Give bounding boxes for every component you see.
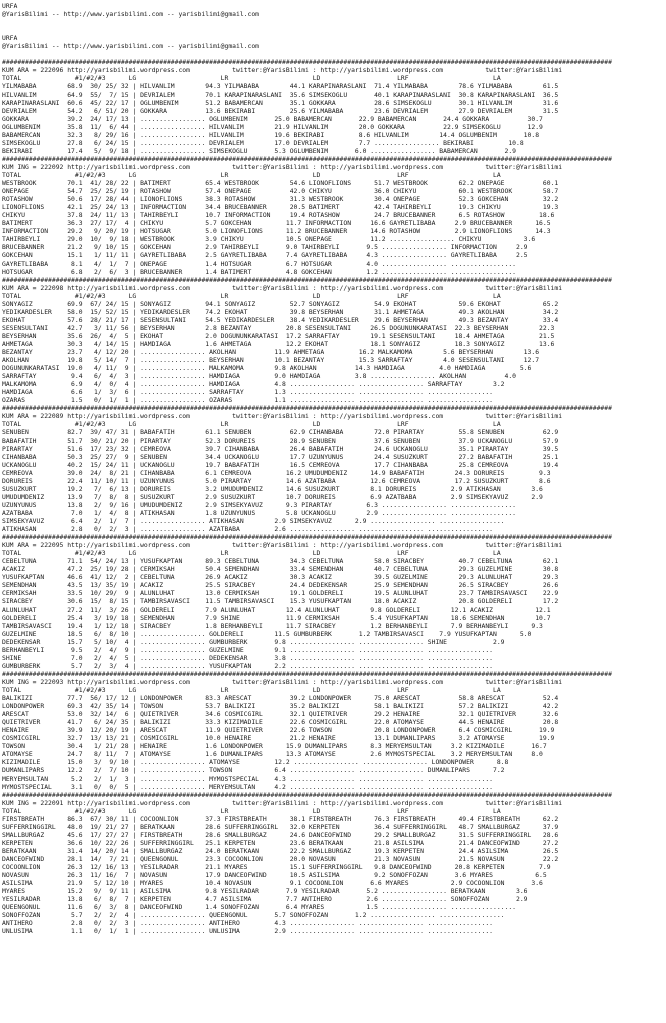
table-row: SIRACBEY 30.6 15/ 8/ 15 | TAMBIRSAVASCI 11.5 TAMBIRSAVASCI 15.3 YUSUFKAPTAN 18.0 ACAKIZ 20.8 GOLDERELI 17.2 [1,597,559,606]
table-row: AZATBABA 7.0 1/ 4/ 8 | ATIKHASAN 1.8 UZUNYUNUS 5.8 UCKANOGLU 2.9 ................. ................. [1,508,517,517]
table-row: GUMBURBERK 5.7 2/ 3/ 4 | ................. YUSUFKAPTAN 2.2 ................. ................. ................. [1,661,493,670]
table-row: CIHANBABA 50.3 25/ 27/ 9 | SENUBEN 34.4 UCKANOGLU 17.7 UZUNYUNUS 24.4 SUSUZKURT 27.2 BABAFATIH 25.1 [1,452,559,461]
table-row: OZARAS 1.5 0/ 1/ 1 | ................. OZARAS 1.1 ................. ................. ................. [1,396,493,405]
table-row: COCOONLION 26.3 12/ 16/ 13 | YESILRADAR 21.1 MYARES 15.1 SUFFERRINGGIRL 9.8 DANCEOFWIND 20.8 KERPETEN 7.9 [1,863,551,872]
table-row: SESENSULTANI 42.7 3/ 11/ 56 | BEYSERHAN 2.8 BEZANTAY 20.8 SESENSULTANI 26.5 DOGUNUNKARATASI 22.3 BEYSERHAN 22.3 [1,323,555,332]
table-row: BEKIRABI 17.4 5/ 9/ 18 | ................. SIMSEKOGLU 5.3 OGLUMBENIM 6.0 ................. BABAMERCAN 2.9 [1,146,517,155]
table-row: OGLUMBENIM 35.8 11/ 6/ 44 | ................. HILVANLIM 21.9 HILVANLIM 20.0 GOKKARA 22.9 SIMSEKOGLU 12.9 [1,122,543,131]
table-row: DORUREIS 22.4 11/ 10/ 11 | UZUNYUNUS 5.0 PIRARTAY 14.6 AZATBABA 12.6 CEMREOVA 17.2 SUSUZKURT 8.6 [1,476,551,485]
table-row: SHINE 7.0 2/ 4/ 5 | ................. DEDEKENSAR 3.8 ................. ................. ................. [1,653,493,662]
table-row: SIMSEKYAVUZ 6.4 2/ 1/ 7 | ................. ATIKHASAN 2.9 SIMSEKYAVUZ 2.9 ................. ................. [1,517,505,525]
table-row: GUZELMINE 18.5 6/ 8/ 10 | ................. GOLDERELI 11.5 GUMBURBERK 1.2 TAMBIRSAVASCI 7.9 YUSUFKAPTAN 5.0 [1,629,532,638]
table-row: UZUNYUNUS 13.8 2/ 9/ 16 | UMUDUMDENIZ 2.9 SIMSEKYAVUZ 9.3 PIRARTAY 6.3 ................. ................. [1,500,517,509]
section-separator: ############################################################################################################################################################### [1,154,612,163]
table-row: TAMBIRSAVASCI 19.4 1/ 12/ 18 | SIRACBEY 1.8 BERHANBEYLI 11.7 SIRACBEY 1.2 BERHANBEYLI 7.9 BERHANBEYLI 9.3 [1,621,543,630]
table-row: YESILRADAR 13.8 6/ 8/ 7 | KERPETEN 4.7 ASILSIMA 7.7 ANTIHERO 2.6 ................. SONOFFOZAN 2.9 [1,895,528,904]
section-separator: ############################################################################################################################################################### [1,58,612,67]
table-row: KIZIMADILE 15.0 3/ 9/ 10 | ................. ATOMAYSE 12.2 ................. ................. LONDONPOWER 8.8 [1,758,509,767]
column-header: TOTAL #1/#2/#3 LG LR LD LRF LA [1,806,501,815]
table-row: KARAPINARASLANI 60.6 45/ 22/ 17 | OGLUMBENIM 51.2 BABAMERCAN 35.1 GOKKARA 28.6 SIMSEKOGLU 30.1 HILVANLIM 31.6 [1,98,559,107]
table-row: SEMENDHAN 43.5 13/ 35/ 19 | ACAKIZ 25.5 SIRACBEY 24.4 DEDEKENSAR 25.9 SEMENDHAN 26.5 SIRACBEY 26.6 [1,581,559,590]
header-line: @YarisBilimi -- http://www.yarisbilimi.com -- yarisbilimi@gmail.com [1,42,260,51]
table-row: COSMICGIRL 32.7 13/ 13/ 21 | COSMICGIRL 10.0 HENAIRE 21.2 HENAIRE 13.1 DUMANLIPARS 3.2 ATOMAYSE 19.9 [1,734,555,743]
header-line [2,50,664,58]
table-row: HILVANLIM 64.9 55/ 7/ 15 | DEVRIALEM 70.1 KARAPINARASLANI 35.6 SIMSEKOGLU 40.1 KARAPINARASLANI 30.8 KARAPINARASLANI 36.5 [1,90,559,99]
table-row: LONDONPOWER 69.3 42/ 35/ 14 | TOWSON 53.7 BALIKIZI 35.2 BALIKIZI 58.1 BALIKIZI 57.2 BALIKIZI 42.2 [1,702,559,711]
column-header: TOTAL #1/#2/#3 LG LR LD LRF LA [1,549,501,558]
table-row: HAMDIAGA 6.6 1/ 3/ 6 | ................. SARRAFTAY 1.3 ................. ................. ................. [1,388,493,397]
header-line: @YarisBilimi -- http://www.yarisbilimi.com -- yarisbilimi@gmail.com [1,10,260,19]
table-row: ONEPAGE 54.7 25/ 25/ 19 | ROTASHOW 57.4 ONEPAGE 42.0 CHIKYU 36.0 CHIKYU 60.1 WESTBROOK 58.7 [1,187,559,196]
table-row: GAYRETLIBABA 8.1 4/ 1/ 7 | ONEPAGE 1.4 HOTSUGAR 6.7 HOTSUGAR 4.0 ................. ................. [1,259,517,268]
section-separator: ############################################################################################################################################################### [1,669,612,678]
table-row: TAHIRBEYLI 29.0 10/ 9/ 18 | WESTBROOK 3.9 CHIKYU 10.5 ONEPAGE 11.2 ................. CHIKYU 3.6 [1,235,536,244]
section-separator: ############################################################################################################################################################### [1,533,612,542]
table-row: HENAIRE 39.9 12/ 20/ 19 | ARESCAT 11.9 QUIETRIVER 22.6 TOWSON 20.8 LONDONPOWER 6.4 COSMICGIRL 19.9 [1,726,555,735]
table-row: HOTSUGAR 6.8 2/ 6/ 3 | BRUCEBANNER 1.4 BATIMERT 4.8 GOKCEHAN 1.2 ................. ................. [1,267,517,276]
column-header: TOTAL #1/#2/#3 LG LR LD LRF LA [1,74,501,83]
table-row: GOKCEHAN 15.1 1/ 11/ 11 | GAYRETLIBABA 2.5 GAYRETLIBABA 7.4 GAYRETLIBABA 4.3 ................. GAYRETLIBABA 2.5 [1,251,528,260]
table-row: ATOMAYSE 24.7 8/ 11/ 7 | ATOMAYSE 1.6 DUMANLIPARS 13.3 ATOMAYSE 2.6 MYMOSTSPECIAL 3.2 MERYEMSULTAN 8.0 [1,750,543,759]
section-separator: ############################################################################################################################################################### [1,275,612,284]
table-row: QUEENGONUL 11.6 6/ 3/ 8 | DANCEOFWIND 1.4 SONOFFOZAN 6.4 MYARES 1.5 ................. ................. [1,903,517,912]
table-row: CHIKYU 37.8 24/ 11/ 13 | TAHIRBEYLI 10.7 INFORMACTION 19.4 ROTASHOW 24.7 BRUCEBANNER 6.5 ROTASHOW 18.6 [1,211,555,220]
table-row: UMUDUMDENIZ 13.9 7/ 8/ 8 | SUSUZKURT 2.9 SUSUZKURT 10.7 DORUREIS 6.9 AZATBABA 2.9 SIMSEKYAVUZ 2.9 [1,492,543,501]
table-row: GOLDERELI 25.4 3/ 19/ 18 | SEMENDHAN 7.9 SHINE 11.9 CERMIKSAH 5.4 YUSUFKAPTAN 18.6 SEMENDHAN 10.7 [1,613,551,622]
table-row: BRUCEBANNER 21.2 9/ 10/ 15 | GOKCEHAN 2.9 TAHIRBEYLI 9.0 TAHIRBEYLI 9.5 ................. INFORMACTION 2.9 [1,243,528,252]
table-row: TOWSON 30.4 1/ 21/ 28 | HENAIRE 1.6 LONDONPOWER 15.9 DUMANLIPARS 8.3 MERYEMSULTAN 3.2 KIZIMADILE 16.7 [1,742,547,751]
table-row: SONOFFOZAN 5.7 2/ 2/ 4 | ................. QUEENGONUL 5.7 SONOFFOZAN 1.2 ................. ................. [1,911,505,920]
table-row: YUSUFKAPTAN 46.6 41/ 12/ 2 | CEBELTUNA 26.9 ACAKIZ 30.3 ACAKIZ 39.5 GUZELMINE 29.3 ALUNLUHAT 29.3 [1,573,559,582]
table-row: DEVRIALEM 54.2 6/ 51/ 20 | GOKKARA 13.6 BEKIRABI 25.6 YILMABABA 23.6 DEVRIALEM 27.9 DEVRIALEM 31.5 [1,106,559,115]
table-row: MERYEMSULTAN 5.2 2/ 1/ 3 | ................. MYMOSTSPECIAL 4.3 ................. ................. ................. [1,774,493,783]
race-title: KUM ARA = 222098 http://yarisbilimi.wordpress.com twitter:@YarisBilimi : http://yarisbilimi.wordpress.com twitter:@YarisBilimi [1,283,563,292]
table-row: INFORMACTION 29.2 9/ 20/ 19 | HOTSUGAR 5.0 LIONOFLIONS 11.2 BRUCEBANNER 14.6 ROTASHOW 2.9 LIONOFLIONS 14.3 [1,227,551,236]
column-header: TOTAL #1/#2/#3 LG LR LD LRF LA [1,685,501,694]
table-row: BALIKIZI 77.7 56/ 17/ 12 | LONDONPOWER 83.3 ARESCAT 39.2 LONDONPOWER 75.0 ARESCAT 58.8 ARESCAT 52.4 [1,694,559,703]
table-row: BEYSERHAN 35.6 26/ 4/ 5 | EKOHAT 2.0 DOGUNUNKARATASI 17.2 SARRAFTAY 19.1 SESENSULTANI 18.4 AHMETAGA 21.5 [1,331,555,340]
race-title: KUM ING = 222091 http://yarisbilimi.wordpress.com twitter:@YarisBilimi : http://yarisbilimi.wordpress.com twitter:@YarisBilimi [1,798,563,807]
table-row: YEDIKARDESLER 58.0 15/ 52/ 15 | YEDIKARDESLER 74.2 EKOHAT 39.8 BEYSERHAN 31.1 AHMETAGA 49.3 AKOLHAN 34.2 [1,307,559,316]
table-row: CEBELTUNA 71.1 54/ 24/ 13 | YUSUFKAPTAN 89.3 CEBELTUNA 34.3 CEBELTUNA 58.0 SIRACBEY 40.7 CEBELTUNA 62.1 [1,557,559,566]
table-row: AKOLHAN 19.8 5/ 14/ 7 | ................. BEYSERHAN 10.1 BEZANTAY 15.3 SARRAFTAY 4.0 SESENSULTANI 12.7 [1,356,540,365]
race-title: KUM ARA = 222096 http://yarisbilimi.wordpress.com twitter:@YarisBilimi : http://yarisbilimi.wordpress.com twitter:@YarisBilimi [1,66,563,75]
table-row: SARRAFTAY 9.4 6/ 4/ 3 | ................. HAMDIAGA 9.0 HAMDIAGA 3.8 ................. AKOLHAN 4.0 [1,372,517,381]
section-separator: ############################################################################################################################################################### [1,404,612,413]
column-header: TOTAL #1/#2/#3 LG LR LD LRF LA [1,291,501,300]
table-row: SENUBEN 82.7 39/ 47/ 31 | BABAFATIH 61.1 SENUBEN 62.9 CIHANBABA 72.0 PIRARTAY 55.8 SENUBEN 62.9 [1,428,559,437]
table-row: AHMETAGA 30.3 4/ 14/ 15 | HAMDIAGA 1.6 AHMETAGA 12.2 EKOHAT 18.1 SONYAGIZ 18.3 SONYAGIZ 13.6 [1,339,555,348]
table-row: ASILSIMA 21.9 5/ 12/ 10 | MYARES 10.4 NOVASUN 9.1 COCOONLION 6.6 MYARES 2.9 COCOONLION 3.6 [1,879,543,888]
table-row: DEDEKENSAR 15.7 5/ 10/ 4 | ................. GUMBURBERK 9.8 ................. ................. SHINE 2.9 [1,637,505,646]
table-row: WESTBROOK 70.1 41/ 28/ 22 | BATIMERT 65.4 WESTBROOK 54.6 LIONOFLIONS 51.7 WESTBROOK 62.2 ONEPAGE 60.1 [1,179,559,188]
race-title: KUM ARA = 222095 http://yarisbilimi.wordpress.com twitter:@YarisBilimi : http://yarisbilimi.wordpress.com twitter:@YarisBilimi [1,541,563,550]
header-line [2,26,664,34]
column-header: TOTAL #1/#2/#3 LG LR LD LRF LA [1,420,501,429]
table-row: BERHANBEYLI 9.5 2/ 4/ 9 | ................. GUZELMINE 9.1 ................. ................. ................. [1,645,493,654]
table-row: CERMIKSAH 33.5 10/ 29/ 9 | ALUNLUHAT 13.0 CERMIKSAH 19.1 GOLDERELI 19.5 ALUNLUHAT 23.7 TAMBIRSAVASCI 22.9 [1,589,559,598]
table-row: ARESCAT 53.0 32/ 14/ 6 | QUIETRIVER 34.6 COSMICGIRL 32.1 QUIETRIVER 29.2 HENAIRE 32.1 QUIETRIVER 32.6 [1,710,559,719]
table-row: SONYAGIZ 69.9 67/ 24/ 15 | SONYAGIZ 94.1 SONYAGIZ 52.7 SONYAGIZ 54.9 EKOHAT 59.6 EKOHAT 65.2 [1,299,559,308]
table-row: BERATKAAN 31.4 14/ 20/ 14 | SMALLBURGAZ 24.0 BERATKAAN 22.2 SMALLBURGAZ 19.3 KERPETEN 24.4 ASILSIMA 26.5 [1,846,559,855]
table-row: ALUNLUHAT 27.2 11/ 3/ 26 | GOLDERELI 7.9 ALUNLUHAT 12.4 ALUNLUHAT 9.8 GOLDERELI 12.1 ACAKIZ 12.1 [1,605,551,614]
table-row: SUFFERRINGGIRL 48.0 19/ 21/ 27 | BERATKAAN 28.6 SUFFERRINGGIRL 32.0 KERPETEN 36.4 SUFFERRINGGIRL 48.7 SMALLBURGAZ 37.9 [1,822,559,831]
race-title: KUM ING = 222093 http://yarisbilimi.wordpress.com twitter:@YarisBilimi : http://yarisbilimi.wordpress.com twitter:@YarisBilimi [1,677,563,686]
table-row: BATIMERT 36.3 27/ 17/ 4 | CHIKYU 5.7 GOKCEHAN 11.7 INFORMACTION 16.6 GAYRETLIBABA 2.9 BRUCEBANNER 16.5 [1,219,551,228]
table-row: BABAFATIH 51.7 30/ 21/ 20 | PIRARTAY 52.3 DORUREIS 28.9 SENUBEN 37.6 SENUBEN 37.9 UCKANOGLU 57.9 [1,436,559,445]
table-row: EKOHAT 57.6 28/ 21/ 17 | SESENSULTANI 54.5 YEDIKARDESLER 38.4 YEDIKARDESLER 29.6 BEYSERHAN 49.3 BEZANTAY 33.4 [1,315,559,324]
table-row: SMALLBURGAZ 45.6 17/ 27/ 27 | FIRSTBREATH 28.6 SMALLBURGAZ 24.6 DANCEOFWIND 29.2 SMALLBURGAZ 31.5 SUFFERRINGGIRL 28.6 [1,830,559,839]
table-row: ATIKHASAN 2.8 0/ 2/ 3 | ................. AZATBABA 2.6 ................. ................. ................. [1,525,493,534]
header-line: URFA [1,34,18,43]
table-row: DUMANLIPARS 12.2 2/ 7/ 10 | ................. TOWSON 6.4 ................. ................. DUMANLIPARS 7.2 [1,766,505,775]
race-title: KUM ING = 222092 http://yarisbilimi.wordpress.com twitter:@YarisBilimi : http://yarisbilimi.wordpress.com twitter:@YarisBilimi [1,162,563,171]
table-row: QUIETRIVER 41.7 6/ 24/ 35 | BALIKIZI 33.3 KIZIMADILE 22.6 COSMICGIRL 22.0 ATOMAYSE 44.5 HENAIRE 20.8 [1,718,559,727]
column-header: TOTAL #1/#2/#3 LG LR LD LRF LA [1,170,501,179]
race-title: KUM ARA = 222089 http://yarisbilimi.wordpress.com twitter:@YarisBilimi : http://yarisbilimi.wordpress.com twitter:@YarisBilimi [1,412,563,421]
table-row: DANCEOFWIND 28.1 14/ 7/ 21 | QUEENGONUL 23.3 COCOONLION 20.0 NOVASUN 21.3 NOVASUN 21.5 NOVASUN 22.2 [1,854,559,863]
table-row: GOKKARA 39.2 24/ 17/ 13 | ................. OGLUMBENIM 25.0 BABAMERCAN 22.9 BABAMERCAN 24.4 GOKKARA 30.7 [1,114,543,123]
table-row: LIONOFLIONS 42.1 25/ 24/ 13 | INFORMACTION 34.4 BRUCEBANNER 20.5 BATIMERT 42.4 TAHIRBEYLI 19.3 CHIKYU 19.3 [1,203,559,212]
table-row: BABAMERCAN 32.3 8/ 29/ 16 | ................. HILVANLIM 19.6 BEKIRABI 8.6 HILVANLIM 14.4 OGLUMBENIM 10.8 [1,130,540,139]
table-row: ACAKIZ 47.2 25/ 19/ 28 | CERMIKSAH 50.4 SEMENDHAN 33.4 SEMENDHAN 40.7 CEBELTUNA 29.3 GUZELMINE 30.8 [1,565,559,574]
table-row: YILMABABA 68.9 30/ 25/ 32 | HILVANLIM 94.3 YILMABABA 44.1 KARAPINARASLANI 71.4 YILMABABA 78.6 YILMABABA 61.5 [1,82,559,91]
table-row: FIRSTBREATH 86.3 67/ 30/ 11 | COCOONLION 37.3 FIRSTBREATH 38.1 FIRSTBREATH 76.3 FIRSTBREATH 49.4 FIRSTBREATH 62.2 [1,814,559,823]
table-row: SUSUZKURT 19.2 7/ 6/ 13 | DORUREIS 3.2 UMUDUMDENIZ 14.6 SUSUZKURT 8.1 DORUREIS 2.9 ATIKHASAN 3.6 [1,484,543,493]
table-row: CEMREOVA 39.0 24/ 8/ 21 | CIHANBABA 6.1 CEMREOVA 16.2 UMUDUMDENIZ 14.9 BABAFATIH 24.3 DORUREIS 9.3 [1,468,551,477]
table-row: PIRARTAY 51.6 17/ 23/ 32 | CEMREOVA 39.7 CIHANBABA 26.4 BABAFATIH 24.6 UCKANOGLU 35.1 PIRARTAY 39.5 [1,444,559,453]
table-row: SIMSEKOGLU 27.8 6/ 24/ 15 | ................. DEVRIALEM 17.0 DEVRIALEM 7.7 ................. BEKIRABI 10.8 [1,138,524,147]
table-row: ROTASHOW 50.6 17/ 28/ 44 | LIONOFLIONS 38.3 ROTASHOW 31.3 WESTBROOK 30.4 ONEPAGE 52.3 GOKCEHAN 32.2 [1,195,559,204]
table-row: UCKANOGLU 40.2 15/ 24/ 11 | UCKANOGLU 19.7 BABAFATIH 16.5 CEMREOVA 17.7 CIHANBABA 25.8 CEMREOVA 19.4 [1,460,559,469]
table-row: MYARES 15.2 9/ 9/ 11 | ASILSIMA 9.8 YESILRADAR 7.9 YESILRADAR 5.2 ................. BERATKAAN 3.6 [1,887,528,896]
header-line [2,18,664,26]
table-row: NOVASUN 26.3 11/ 16/ 7 | NOVASUN 17.9 DANCEOFWIND 10.5 ASILSIMA 9.2 SONOFFOZAN 3.6 MYARES 6.5 [1,871,547,880]
header-line: URFA [1,2,18,10]
section-separator: ############################################################################################################################################################### [1,790,612,799]
table-row: ANTIHERO 2.8 0/ 2/ 3 | ................. ANTIHERO 4.3 ................. ................. ................. [1,919,493,928]
table-row: KERPETEN 36.6 10/ 22/ 26 | SUFFERRINGGIRL 25.1 KERPETEN 23.6 BERATKAAN 21.8 ASILSIMA 21.4 DANCEOFWIND 27.2 [1,838,559,847]
table-row: BEZANTAY 23.7 4/ 12/ 20 | ................. AKOLHAN 11.9 AHMETAGA 16.2 MALKAMOMA 5.6 BEYSERHAN 13.6 [1,348,540,357]
table-row: DOGUNUNKARATASI 19.0 4/ 11/ 9 | ................. MALKAMOMA 9.8 AKOLHAN 14.3 HAMDIAGA 4.0 HAMDIAGA 5.6 [1,364,532,373]
table-row: UNLUSIMA 1.1 0/ 1/ 1 | ................. UNLUSIMA 2.9 ................. ................. ................. [1,927,493,936]
table-row: MALKAMOMA 6.9 4/ 0/ 4 | ................. HAMDIAGA 4.8 ................. ................. SARRAFTAY 3.2 [1,380,505,389]
table-row: MYMOSTSPECIAL 3.1 0/ 0/ 5 | ................. MERYEMSULTAN 4.2 ................. ................. ................. [1,782,493,791]
